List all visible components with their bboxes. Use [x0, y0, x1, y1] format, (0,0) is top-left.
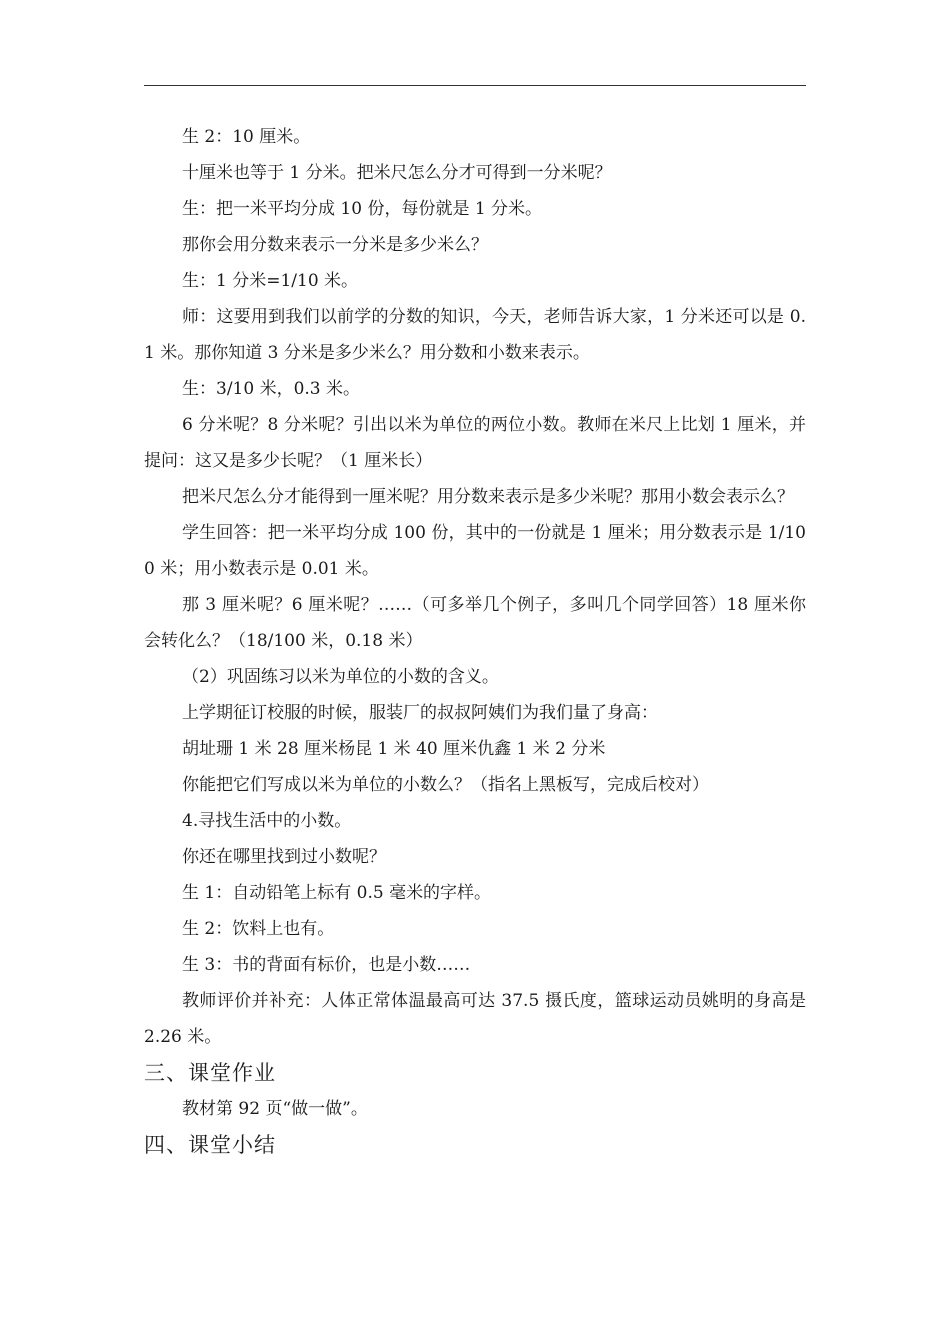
- paragraph: 教材第 92 页“做一做”。: [182, 1099, 368, 1119]
- header-rule: [144, 85, 806, 86]
- paragraph: （2）巩固练习以米为单位的小数的含义。: [182, 667, 499, 687]
- paragraph: 你还在哪里找到过小数呢？: [182, 847, 386, 867]
- paragraph: 那 3 厘米呢？6 厘米呢？……（可多举几个例子，多叫几个同学回答）18 厘米你会转化么？（18/100 米，0.18 米）: [144, 595, 806, 651]
- document-body: [144, 119, 806, 1163]
- paragraph: 学生回答：把一米平均分成 100 份，其中的一份就是 1 厘米；用分数表示是 1/100 米；用小数表示是 0.01 米。: [144, 523, 806, 579]
- paragraph: 把米尺怎么分才能得到一厘米呢？用分数来表示是多少米呢？那用小数会表示么？: [182, 487, 794, 507]
- paragraph: 胡址珊 1 米 28 厘米杨昆 1 米 40 厘米仇鑫 1 米 2 分米: [182, 739, 606, 759]
- paragraph: 6 分米呢？8 分米呢？引出以米为单位的两位小数。教师在米尺上比划 1 厘米，并提问：这又是多少长呢？（1 厘米长）: [144, 415, 806, 471]
- paragraph: 生 1：自动铅笔上标有 0.5 毫米的字样。: [182, 883, 492, 903]
- paragraph: 生 2：饮料上也有。: [182, 919, 335, 939]
- paragraph: 生：1 分米=1/10 米。: [182, 271, 359, 291]
- paragraph: 生：把一米平均分成 10 份，每份就是 1 分米。: [182, 199, 543, 219]
- section-heading: 四、课堂小结: [144, 1133, 276, 1157]
- paragraph: 十厘米也等于 1 分米。把米尺怎么分才可得到一分米呢？: [182, 163, 612, 183]
- paragraph: 上学期征订校服的时候，服装厂的叔叔阿姨们为我们量了身高：: [182, 703, 658, 723]
- paragraph: 你能把它们写成以米为单位的小数么？（指名上黑板写，完成后校对）: [182, 775, 709, 795]
- paragraph: 生：3/10 米，0.3 米。: [182, 379, 361, 399]
- paragraph: 教师评价并补充：人体正常体温最高可达 37.5 摄氏度，篮球运动员姚明的身高是 2.26 米。: [144, 991, 806, 1047]
- paragraph: 师：这要用到我们以前学的分数的知识，今天，老师告诉大家，1 分米还可以是 0.1 米。那你知道 3 分米是多少米么？用分数和小数来表示。: [144, 307, 806, 363]
- paragraph: 生 2：10 厘米。: [182, 127, 311, 147]
- paragraph: 4.寻找生活中的小数。: [182, 811, 352, 831]
- section-heading: 三、课堂作业: [144, 1061, 276, 1085]
- paragraph: 那你会用分数来表示一分米是多少米么？: [182, 235, 488, 255]
- paragraph: 生 3：书的背面有标价，也是小数……: [182, 955, 471, 975]
